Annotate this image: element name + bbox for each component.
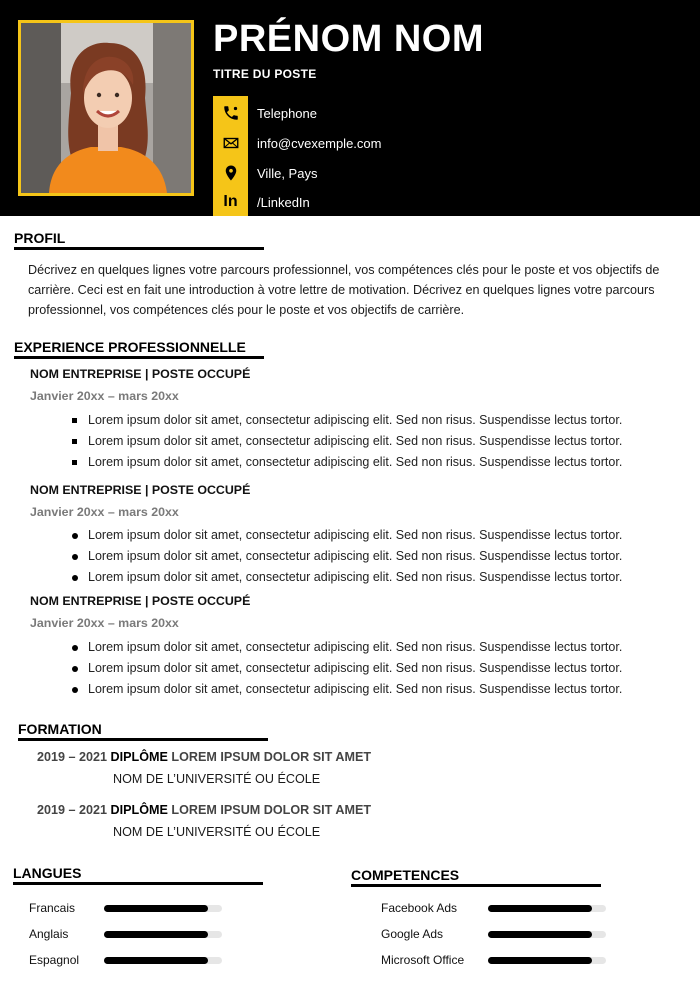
education-school: NOM DE L’UNIVERSITÉ OU ÉCOLE — [113, 772, 321, 786]
header-banner — [0, 0, 700, 216]
phone-text: Telephone — [257, 105, 317, 121]
list-item: Lorem ipsum dolor sit amet, consectetur adipiscing elit. Sed non risus. Suspendisse lectus tortor. — [70, 525, 670, 546]
experience-divider — [14, 356, 264, 359]
job-bullet-list — [70, 637, 670, 700]
education-section-title: FORMATION — [18, 721, 102, 737]
language-label: Francais — [29, 901, 76, 915]
profile-divider — [14, 247, 264, 250]
skill-level-bar — [488, 957, 606, 964]
skill-label: Microsoft Office — [381, 953, 465, 967]
language-level-fill — [104, 957, 208, 964]
envelope-icon — [213, 128, 248, 158]
skill-label: Google Ads — [381, 927, 444, 941]
education-degree: DIPLÔME — [110, 803, 168, 817]
skill-label: Facebook Ads — [381, 901, 458, 915]
job-dates: Janvier 20xx – mars 20xx — [30, 505, 179, 519]
list-item: Lorem ipsum dolor sit amet, consectetur adipiscing elit. Sed non risus. Suspendisse lectus tortor. — [70, 546, 670, 567]
job-heading: NOM ENTREPRISE | POSTE OCCUPÉ — [30, 483, 251, 497]
location-text: Ville, Pays — [257, 165, 318, 181]
job-dates: Janvier 20xx – mars 20xx — [30, 389, 179, 403]
list-item: Lorem ipsum dolor sit amet, consectetur adipiscing elit. Sed non risus. Suspendisse lectus tortor. — [70, 452, 670, 473]
job-bullet-list — [70, 410, 670, 473]
education-years: 2019 – 2021 — [37, 803, 108, 817]
language-level-bar — [104, 957, 222, 964]
experience-section-title: EXPERIENCE PROFESSIONNELLE — [14, 339, 246, 355]
languages-divider — [13, 882, 263, 885]
person-portrait-icon — [21, 23, 191, 193]
job-heading: NOM ENTREPRISE | POSTE OCCUPÉ — [30, 594, 251, 608]
education-years: 2019 – 2021 — [37, 750, 108, 764]
skill-level-fill — [488, 905, 592, 912]
skills-section-title: COMPETENCES — [351, 867, 460, 883]
job-dates: Janvier 20xx – mars 20xx — [30, 616, 179, 630]
education-divider — [18, 738, 268, 741]
list-item: Lorem ipsum dolor sit amet, consectetur adipiscing elit. Sed non risus. Suspendisse lectus tortor. — [70, 679, 670, 700]
education-degree: DIPLÔME — [110, 750, 168, 764]
language-level-fill — [104, 931, 208, 938]
email-text[interactable]: info@cvexemple.com — [257, 135, 382, 151]
skill-level-fill — [488, 931, 592, 938]
education-detail: LOREM IPSUM DOLOR SIT AMET — [171, 750, 372, 764]
contact-email — [213, 128, 513, 158]
list-item: Lorem ipsum dolor sit amet, consectetur adipiscing elit. Sed non risus. Suspendisse lectus tortor. — [70, 431, 670, 452]
contact-location — [213, 158, 513, 188]
language-label: Espagnol — [29, 953, 80, 967]
linkedin-icon: In — [223, 193, 238, 210]
profile-photo — [18, 20, 194, 196]
phone-icon — [213, 98, 248, 128]
candidate-name: PRÉNOM NOM — [213, 18, 484, 60]
language-level-bar — [104, 905, 222, 912]
profile-section-title: PROFIL — [14, 230, 66, 246]
job-title: TITRE DU POSTE — [213, 67, 317, 81]
language-level-bar — [104, 931, 222, 938]
education-school: NOM DE L’UNIVERSITÉ OU ÉCOLE — [113, 825, 321, 839]
skill-level-fill — [488, 957, 592, 964]
education-entry — [37, 750, 371, 764]
language-level-fill — [104, 905, 208, 912]
list-item: Lorem ipsum dolor sit amet, consectetur adipiscing elit. Sed non risus. Suspendisse lectus tortor. — [70, 658, 670, 679]
contact-phone — [213, 98, 513, 128]
education-entry — [37, 803, 371, 817]
job-heading: NOM ENTREPRISE | POSTE OCCUPÉ — [30, 367, 251, 381]
list-item: Lorem ipsum dolor sit amet, consectetur adipiscing elit. Sed non risus. Suspendisse lectus tortor. — [70, 410, 670, 431]
contact-linkedin — [213, 187, 513, 217]
linkedin-text[interactable]: /LinkedIn — [257, 194, 310, 210]
location-pin-icon — [213, 158, 248, 188]
skills-divider — [351, 884, 601, 887]
language-label: Anglais — [29, 927, 69, 941]
skill-level-bar — [488, 905, 606, 912]
list-item: Lorem ipsum dolor sit amet, consectetur adipiscing elit. Sed non risus. Suspendisse lectus tortor. — [70, 567, 670, 588]
education-detail: LOREM IPSUM DOLOR SIT AMET — [171, 803, 372, 817]
job-bullet-list — [70, 525, 670, 588]
skill-level-bar — [488, 931, 606, 938]
languages-section-title: LANGUES — [13, 865, 82, 881]
list-item: Lorem ipsum dolor sit amet, consectetur adipiscing elit. Sed non risus. Suspendisse lectus tortor. — [70, 637, 670, 658]
profile-summary: Décrivez en quelques lignes votre parcours professionnel, vos compétences clés pour le poste et vos objectifs de carrière. Ceci est en fait une introduction à votre lettre de motivation. Décrivez en quelques lignes votre parcours professionnel, vos compétences clés pour le poste et vos objectifs de carrière. — [28, 263, 660, 317]
